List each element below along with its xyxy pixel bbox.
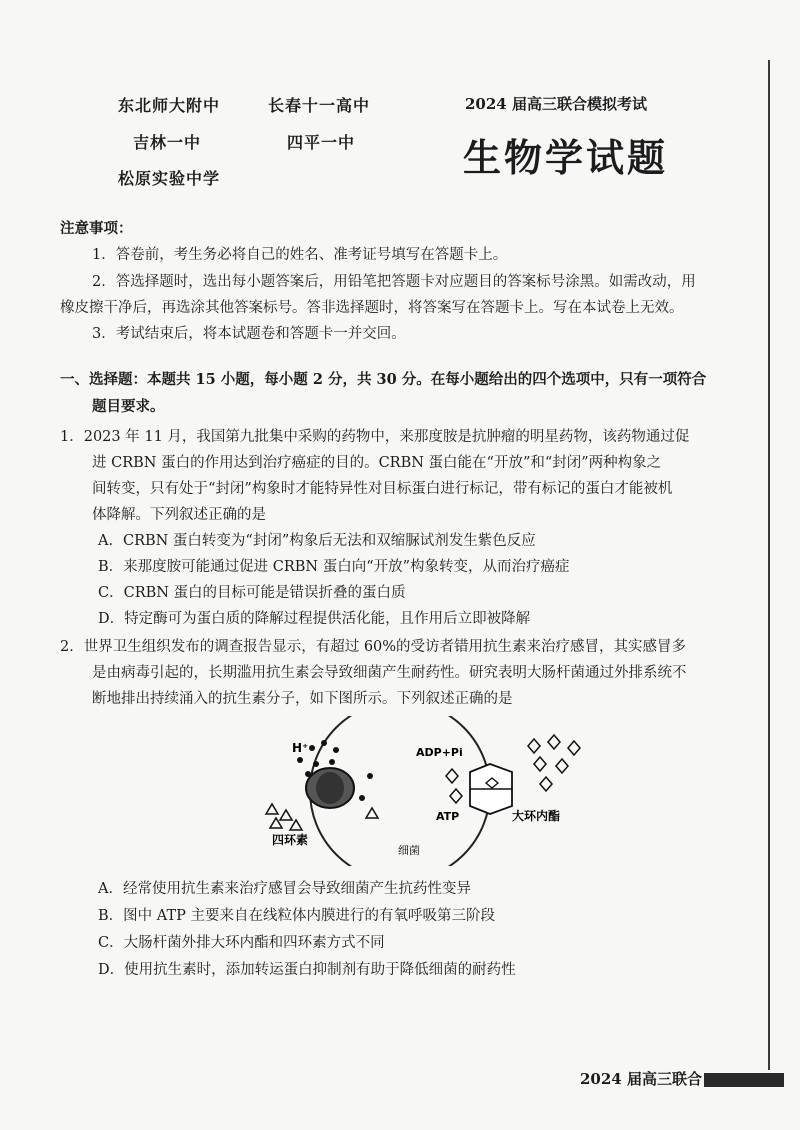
section-heading-cont: 题目要求。 [92, 398, 165, 415]
exam-title: 2024 届高三联合模拟考试 [465, 95, 647, 113]
q1-option-d: D．特定酶可为蛋白质的降解过程提供活化能，且作用后立即被降解 [98, 611, 531, 627]
q2-stem-line: 是由病毒引起的，长期滥用抗生素会导致细菌产生耐药性。研究表明大肠杆菌通过外排系统不 [92, 665, 687, 681]
adp-label: ADP+Pi [416, 746, 463, 759]
school-name: 长春十一高中 [268, 96, 371, 115]
tetracycline-label: 四环素 [272, 833, 309, 847]
note-item: 2．答选择题时，选出每小题答案后，用铅笔把答题卡对应题目的答案标号涂黑。如需改动，用 [92, 274, 696, 290]
section-heading: 一、选择题：本题共 15 小题，每小题 2 分，共 30 分。在每小题给出的四个选项中，只有一项符合 [60, 371, 707, 388]
macrolide-label: 大环内酯 [512, 809, 561, 823]
h-ion-label: H⁺ [292, 741, 309, 755]
note-item: 3．考试结束后，将本试题卷和答题卡一并交回。 [92, 326, 406, 342]
q1-stem-line: 进 CRBN 蛋白的作用达到治疗癌症的目的。CRBN 蛋白能在“开放”和“封闭”两种构象之 [92, 455, 662, 471]
footer-text: 2024 届高三联合 [580, 1070, 702, 1088]
q2-option-d: D．使用抗生素时，添加转运蛋白抑制剂有助于降低细菌的耐药性 [98, 962, 516, 978]
q1-option-c: C．CRBN 蛋白的目标可能是错误折叠的蛋白质 [98, 585, 406, 601]
page-edge-line [768, 60, 770, 1070]
note-item: 橡皮擦干净后，再选涂其他答案标号。答非选择题时，将答案写在答题卡上。写在本试卷上无效。 [60, 300, 684, 316]
note-item: 1．答卷前，考生务必将自己的姓名、准考证号填写在答题卡上。 [92, 247, 508, 263]
q2-option-a: A．经常使用抗生素来治疗感冒会导致细菌产生抗药性变异 [98, 881, 471, 897]
q1-stem-line: 体降解。下列叙述正确的是 [92, 507, 266, 523]
subject-title: 生物学试题 [463, 135, 669, 180]
school-name: 东北师大附中 [118, 96, 221, 115]
q2-option-c: C．大肠杆菌外排大环内酯和四环素方式不同 [98, 935, 385, 951]
q1-stem-line: 1．2023 年 11 月，我国第九批集中采购的药物中，来那度胺是抗肿瘤的明星药物，该药物通过促 [60, 429, 690, 445]
q1-option-b: B．来那度胺可能通过促进 CRBN 蛋白向“开放”构象转变，从而治疗癌症 [98, 559, 570, 575]
q2-stem-line: 2．世界卫生组织发布的调查报告显示，有超过 60%的受访者错用抗生素来治疗感冒，其实感冒多 [60, 639, 687, 655]
school-name: 吉林一中 [133, 133, 202, 152]
q1-stem-line: 间转变，只有处于“封闭”构象时才能特异性对目标蛋白进行标记，带有标记的蛋白才能被机 [92, 481, 673, 497]
school-name: 松原实验中学 [118, 169, 221, 188]
transporter-core [316, 772, 344, 804]
efflux-diagram [250, 716, 590, 866]
footer-smudge [704, 1073, 784, 1087]
notes-title: 注意事项： [60, 220, 133, 237]
q2-stem-line: 断地排出持续涌入的抗生素分子，如下图所示。下列叙述正确的是 [92, 691, 513, 707]
atp-label: ATP [436, 810, 460, 823]
school-name: 四平一中 [287, 133, 356, 152]
bacterium-label: 细菌 [398, 844, 420, 857]
q1-option-a: A．CRBN 蛋白转变为“封闭”构象后无法和双缩脲试剂发生紫色反应 [98, 533, 536, 549]
q2-option-b: B．图中 ATP 主要来自在线粒体内膜进行的有氧呼吸第三阶段 [98, 908, 495, 924]
page-footer [580, 1068, 784, 1089]
macrolide-molecules [446, 735, 580, 803]
